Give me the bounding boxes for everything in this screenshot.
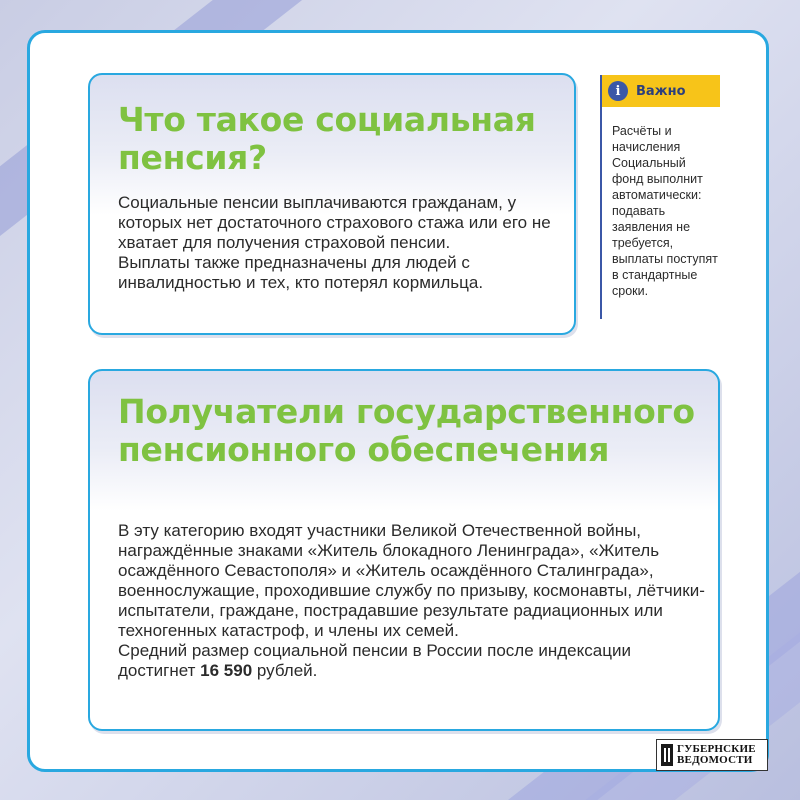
recipients-panel: [88, 369, 720, 731]
recipients-heading: Получатели государственного пенсионного обеспечения: [118, 392, 695, 469]
info-icon: i: [608, 81, 628, 101]
important-note: [600, 75, 720, 335]
important-text: Расчёты и начисления Социальный фонд выполнит автоматически: подавать заявления не требуется, выплаты поступят в стандартные сроки.: [600, 107, 720, 319]
logo-text: [677, 744, 756, 766]
infographic-card: [27, 30, 769, 772]
social-pension-heading: Что такое социальная пенсия?: [118, 100, 536, 177]
average-pension-suffix: рублей.: [252, 661, 318, 680]
gubernskie-vedomosti-logo: [656, 739, 768, 771]
average-pension-amount: 16 590: [200, 661, 253, 680]
important-label: Важно: [636, 83, 686, 99]
social-pension-paragraph: Социальные пенсии выплачиваются гражданам, у которых нет достаточного страхового стажа или его не хватает для получения страховой пенсии.: [118, 193, 551, 252]
recipients-text: В эту категорию входят участники Великой Отечественной войны, награждённые знаками «Житель блокадного Ленинграда», «Житель осаждённого Севастополя» и «Житель осаждённого Сталинграда», военнослужащие, проходившие службу по призыву, космонавты, лётчики-испытатели, граждане, пострадавшие результате радиационных или техногенных катастроф, и члены их семей.: [118, 521, 705, 640]
social-pension-paragraph: Выплаты также предназначены для людей с инвалидностью и тех, кто потерял кормильца.: [118, 253, 484, 292]
logo-line-2: ВЕДОМОСТИ: [677, 754, 753, 766]
logo-icon: [661, 744, 673, 766]
recipients-text-block: [118, 521, 710, 681]
important-header: [600, 75, 720, 107]
average-pension-prefix: Средний размер социальной пенсии в России после индексации достигнет: [118, 641, 631, 680]
logo-line-1: ГУБЕРНСКИЕ: [677, 743, 756, 755]
social-pension-panel: [88, 73, 576, 335]
social-pension-text: [118, 193, 558, 293]
